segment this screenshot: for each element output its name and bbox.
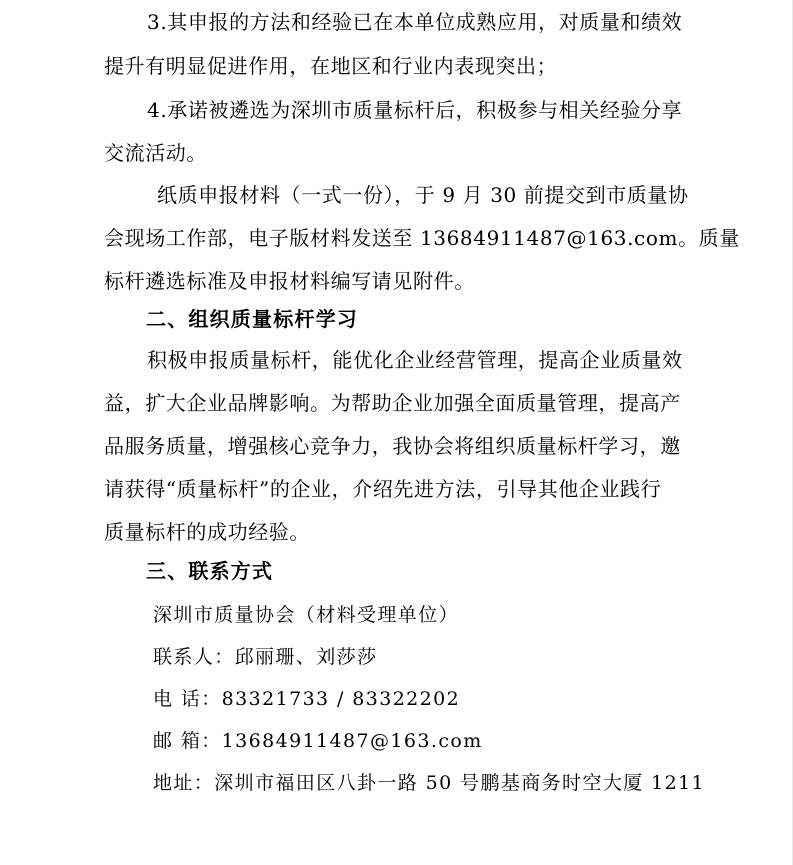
contact-email: 邮 箱：13684911487@163.com <box>153 730 483 752</box>
contact-organization: 深圳市质量协会（材料受理单位） <box>153 604 460 626</box>
contact-address: 地址：深圳市福田区八卦一路 50 号鹏基商务时空大厦 1211 <box>153 772 706 794</box>
section-2-line-1: 积极申报质量标杆，能优化企业经营管理，提高企业质量效 <box>147 348 683 372</box>
submission-line-2: 会现场工作部，电子版材料发送至 13684911487@163.com。质量 <box>104 226 740 250</box>
submission-line-3: 标杆遴选标准及申报材料编写请见附件。 <box>104 269 475 293</box>
section-2-line-2: 益，扩大企业品牌影响。为帮助企业加强全面质量管理，提高产 <box>104 391 681 415</box>
section-2-line-3: 品服务质量，增强核心竞争力，我协会将组织质量标杆学习，邀 <box>104 434 681 458</box>
paragraph-3-line-1: 3.其申报的方法和经验已在本单位成熟应用，对质量和绩效 <box>147 10 683 34</box>
contact-persons: 联系人：邱丽珊、刘莎莎 <box>153 646 378 668</box>
paragraph-4-line-2: 交流活动。 <box>104 141 207 165</box>
section-2-heading: 二、组织质量标杆学习 <box>146 307 358 331</box>
paragraph-3-line-2: 提升有明显促进作用，在地区和行业内表现突出； <box>104 54 558 78</box>
contact-phone: 电 话：83321733 / 83322202 <box>153 688 461 710</box>
paragraph-4-line-1: 4.承诺被遴选为深圳市质量标杆后，积极参与相关经验分享 <box>147 98 683 122</box>
section-3-heading: 三、联系方式 <box>146 559 274 583</box>
submission-line-1: 纸质申报材料（一式一份），于 9 月 30 前提交到市质量协 <box>157 183 689 207</box>
section-2-line-5: 质量标杆的成功经验。 <box>104 520 310 544</box>
section-2-line-4: 请获得“质量标杆”的企业，介绍先进方法，引导其他企业践行 <box>104 477 662 501</box>
